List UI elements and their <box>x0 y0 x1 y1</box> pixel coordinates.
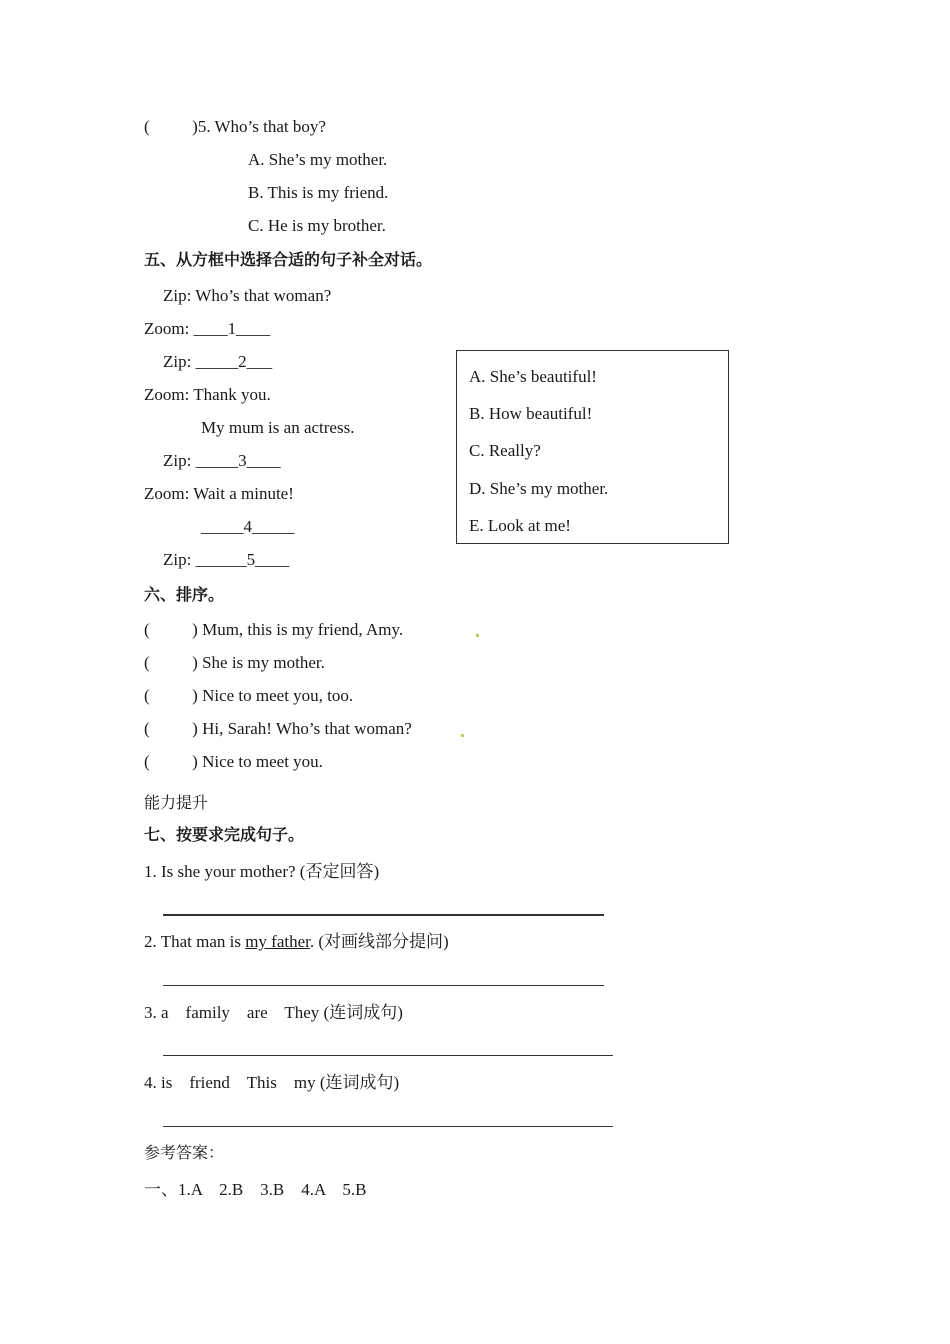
box-option-b: B. How beautiful! <box>469 404 593 423</box>
ordering-item: ( ) Mum, this is my friend, Amy. <box>144 620 404 639</box>
stray-mark <box>461 734 464 737</box>
dialog-line: Zip: _____3____ <box>163 451 281 470</box>
stray-mark <box>476 634 479 637</box>
ordering-item: ( ) Nice to meet you, too. <box>144 686 354 705</box>
dialog-line: Zoom: ____1____ <box>144 319 271 338</box>
box-option-e: E. Look at me! <box>469 516 571 535</box>
s7-question-4: 4. is friend This my (连词成句) <box>144 1073 400 1092</box>
section-7-title: 七、按要求完成句子。 <box>144 825 305 844</box>
ordering-item: ( ) She is my mother. <box>144 653 325 672</box>
question-5-stem: ( )5. Who’s that boy? <box>144 117 326 136</box>
answers-title: 参考答案： <box>144 1143 225 1162</box>
box-option-a: A. She’s beautiful! <box>469 367 597 386</box>
s7-question-3: 3. a family are They (连词成句) <box>144 1003 403 1022</box>
dialog-line: Zip: ______5____ <box>163 550 290 569</box>
answer-line[interactable] <box>163 985 604 986</box>
ordering-item: ( ) Hi, Sarah! Who’s that woman? <box>144 719 412 738</box>
answer-line[interactable] <box>163 1126 613 1127</box>
q5-option-c: C. He is my brother. <box>248 216 386 235</box>
section-6-title: 六、排序。 <box>144 585 225 604</box>
dialog-line: Zoom: Wait a minute! <box>144 484 294 503</box>
answer-line[interactable] <box>163 1055 613 1056</box>
dialog-line: Zip: _____2___ <box>163 352 273 371</box>
ordering-item: ( ) Nice to meet you. <box>144 752 323 771</box>
answers-line-1: 一、1.A 2.B 3.B 4.A 5.B <box>144 1180 367 1199</box>
s7-question-1: 1. Is she your mother? (否定回答) <box>144 862 380 881</box>
answer-line[interactable] <box>163 914 604 916</box>
s7-question-2 <box>144 932 449 952</box>
q2-prefix: 2. That man is <box>144 932 246 951</box>
ability-heading: 能力提升 <box>144 793 209 812</box>
dialog-line: _____4_____ <box>201 517 295 536</box>
q2-underlined: my father <box>245 932 310 951</box>
box-option-d: D. She’s my mother. <box>469 479 609 498</box>
section-5-title: 五、从方框中选择合适的句子补全对话。 <box>144 250 433 269</box>
options-box <box>456 350 729 544</box>
q5-option-a: A. She’s my mother. <box>248 150 388 169</box>
q5-option-b: B. This is my friend. <box>248 183 389 202</box>
dialog-line: Zoom: Thank you. <box>144 385 271 404</box>
dialog-line: Zip: Who’s that woman? <box>163 286 332 305</box>
q2-suffix: . (对画线部分提问) <box>309 932 449 951</box>
dialog-line: My mum is an actress. <box>201 418 355 437</box>
box-option-c: C. Really? <box>469 441 541 460</box>
